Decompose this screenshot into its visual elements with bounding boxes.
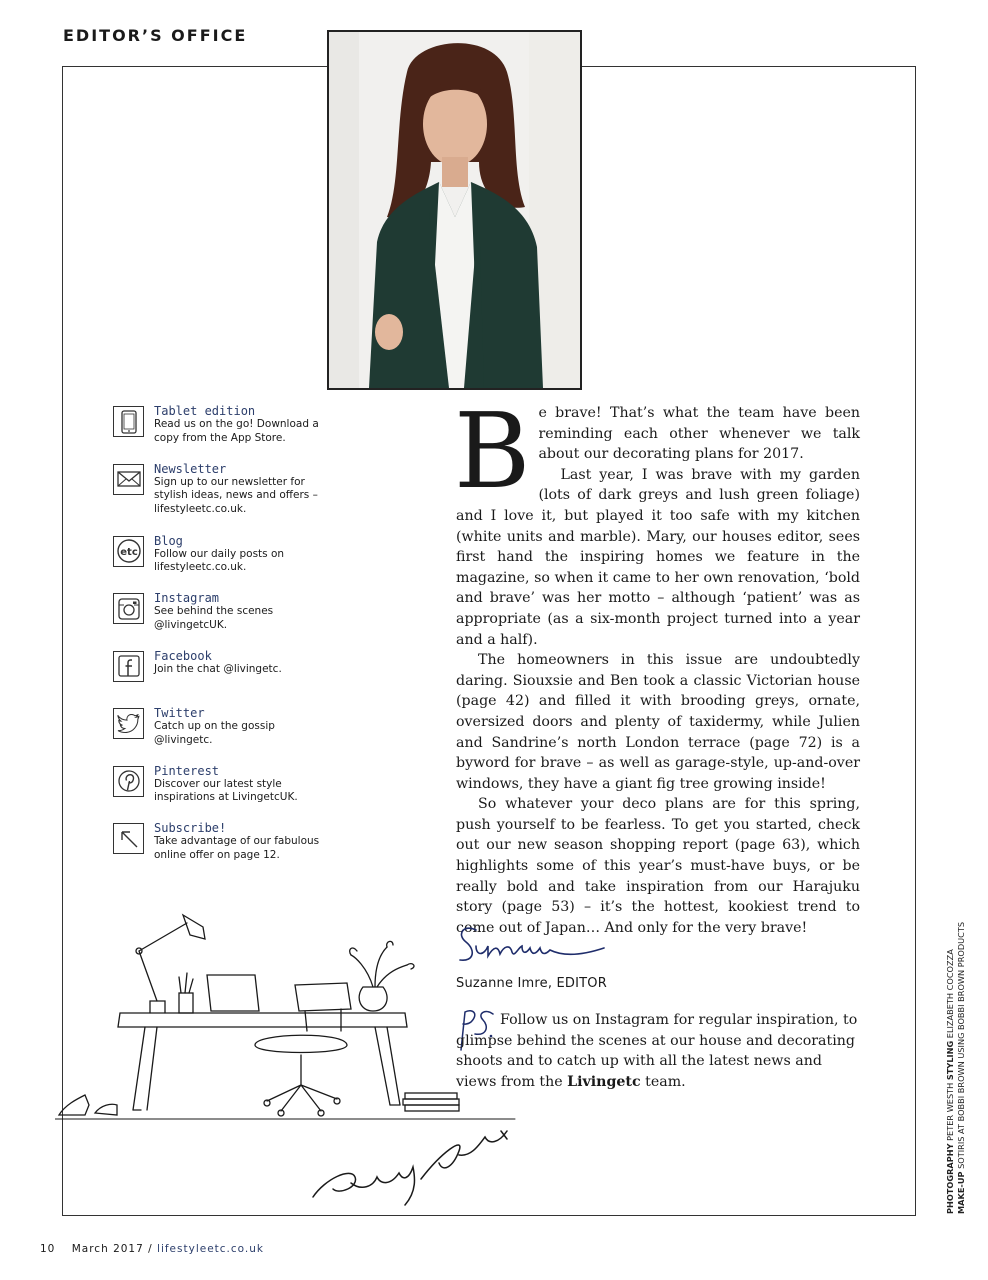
pinterest-icon [113, 766, 144, 797]
ps-text-end: team. [640, 1073, 686, 1090]
ps-brand: Livingetc [567, 1073, 641, 1090]
credit-label: PHOTOGRAPHY [945, 1143, 955, 1214]
credit-text: ELIZABETH COCOZZA [945, 949, 955, 1041]
twitter-icon [113, 708, 144, 739]
sidebar-label: Newsletter [154, 461, 227, 476]
sidebar-item-twitter[interactable] [113, 706, 323, 764]
sidebar-desc: Follow our daily posts on lifestyleetc.co.uk. [154, 547, 285, 573]
footer-url[interactable]: lifestyleetc.co.uk [157, 1243, 264, 1255]
footer-separator: / [148, 1243, 153, 1255]
credit-text: SOTIRIS AT BOBBI BROWN USING BOBBI BROWN PRODUCTS [956, 921, 966, 1172]
sidebar-desc: Join the chat @livingetc. [154, 662, 282, 675]
sidebar-item-subscribe[interactable] [113, 821, 323, 879]
ps-text: Follow us on Instagram for regular inspiration, to glimpse behind the scenes at our house and decorating shoots and to catch up with all the latest news and views from the [456, 1012, 858, 1090]
sidebar-desc: Catch up on the gossip @livingetc. [154, 720, 275, 746]
svg-text:etc: etc [119, 547, 138, 558]
desk-illustration [55, 905, 525, 1210]
sidebar-label: Facebook [154, 648, 212, 663]
sidebar-label: Pinterest [154, 763, 220, 778]
sidebar-desc: Read us on the go! Download a copy from the App Store. [154, 418, 319, 444]
sidebar-label: Instagram [154, 591, 220, 605]
sidebar-label: Subscribe! [154, 821, 227, 835]
sidebar-item-blog[interactable] [113, 534, 323, 592]
credit-text: PETER WESTH [945, 1080, 955, 1144]
credit-label: MAKE-UP [956, 1171, 966, 1214]
arrow-icon [113, 823, 144, 854]
sidebar-desc: See behind the scenes @livingetcUK. [154, 605, 274, 631]
drop-cap: B [454, 390, 531, 512]
sidebar-item-facebook[interactable] [113, 649, 323, 707]
issue-date: March 2017 [71, 1243, 144, 1255]
editor-name: Suzanne Imre, EDITOR [456, 976, 607, 991]
sidebar-label: Tablet edition [154, 404, 256, 418]
sidebar-item-tablet[interactable] [113, 404, 323, 462]
instagram-icon [113, 593, 144, 624]
illustration-signature: Rory Sobner. [305, 1185, 311, 1186]
sidebar-desc: Sign up to our newsletter for stylish ideas, news and offers – lifestyleetc.co.uk. [154, 475, 318, 515]
etc-logo-icon [113, 536, 144, 567]
article-paragraph: The homeowners in this issue are undoubtedly daring. Siouxsie and Ben took a classic Victorian house (page 42) and filled it with brooding greys, ornate, oversized doors and plenty of taxidermy, while Julien and Sandrine’s north London terrace (page 72) is a byword for brave – as well as garage-style, up-and-over windows, they have a giant fig tree growing inside! [456, 652, 860, 792]
sidebar-label: Twitter [154, 706, 205, 720]
article-paragraph: Last year, I was brave with my garden (lots of dark greys and lush green foliage) and I love it, but played it too safe with my kitchen (white units and marble). Mary, our houses editor, sees first hand the inspiring homes we feature in the magazine, so when it came to her own renovation, ‘bold and brave’ was her motto – although ‘patient’ was as appropriate (as a six-month project turned into a year and a half). [456, 466, 860, 648]
sidebar-item-pinterest[interactable] [113, 764, 323, 822]
article-paragraph: So whatever your deco plans are for this spring, push yourself to be fearless. To get you started, check out our new season shopping report (page 63), which highlights some of this year’s must-have buys, or be really bold and take inspiration from our Harajuku story (page 53) – it’s the hottest, kookiest trend to come out of Japan… And only for the very brave! [456, 796, 860, 936]
photo-credits [945, 884, 967, 1214]
article-paragraph: e brave! That’s what the team have been reminding each other whenever we talk about our decorating plans for 2017. [538, 405, 860, 463]
tablet-icon [113, 406, 144, 437]
envelope-icon [113, 464, 144, 495]
editor-portrait [327, 30, 582, 390]
sidebar-label: Blog [154, 533, 183, 548]
sidebar-desc: Discover our latest style inspirations at LivingetcUK. [154, 777, 298, 803]
facebook-icon [113, 651, 144, 682]
page-footer [40, 1243, 264, 1255]
sidebar-item-newsletter[interactable] [113, 462, 323, 534]
sidebar-desc: Take advantage of our fabulous online offer on page 12. [154, 835, 320, 861]
credit-label: STYLING [945, 1040, 955, 1081]
sidebar [113, 404, 323, 879]
editor-letter [454, 390, 860, 938]
page-number: 10 [40, 1243, 56, 1255]
sidebar-item-instagram[interactable] [113, 591, 323, 649]
section-title: EDITOR’S OFFICE [63, 26, 248, 45]
